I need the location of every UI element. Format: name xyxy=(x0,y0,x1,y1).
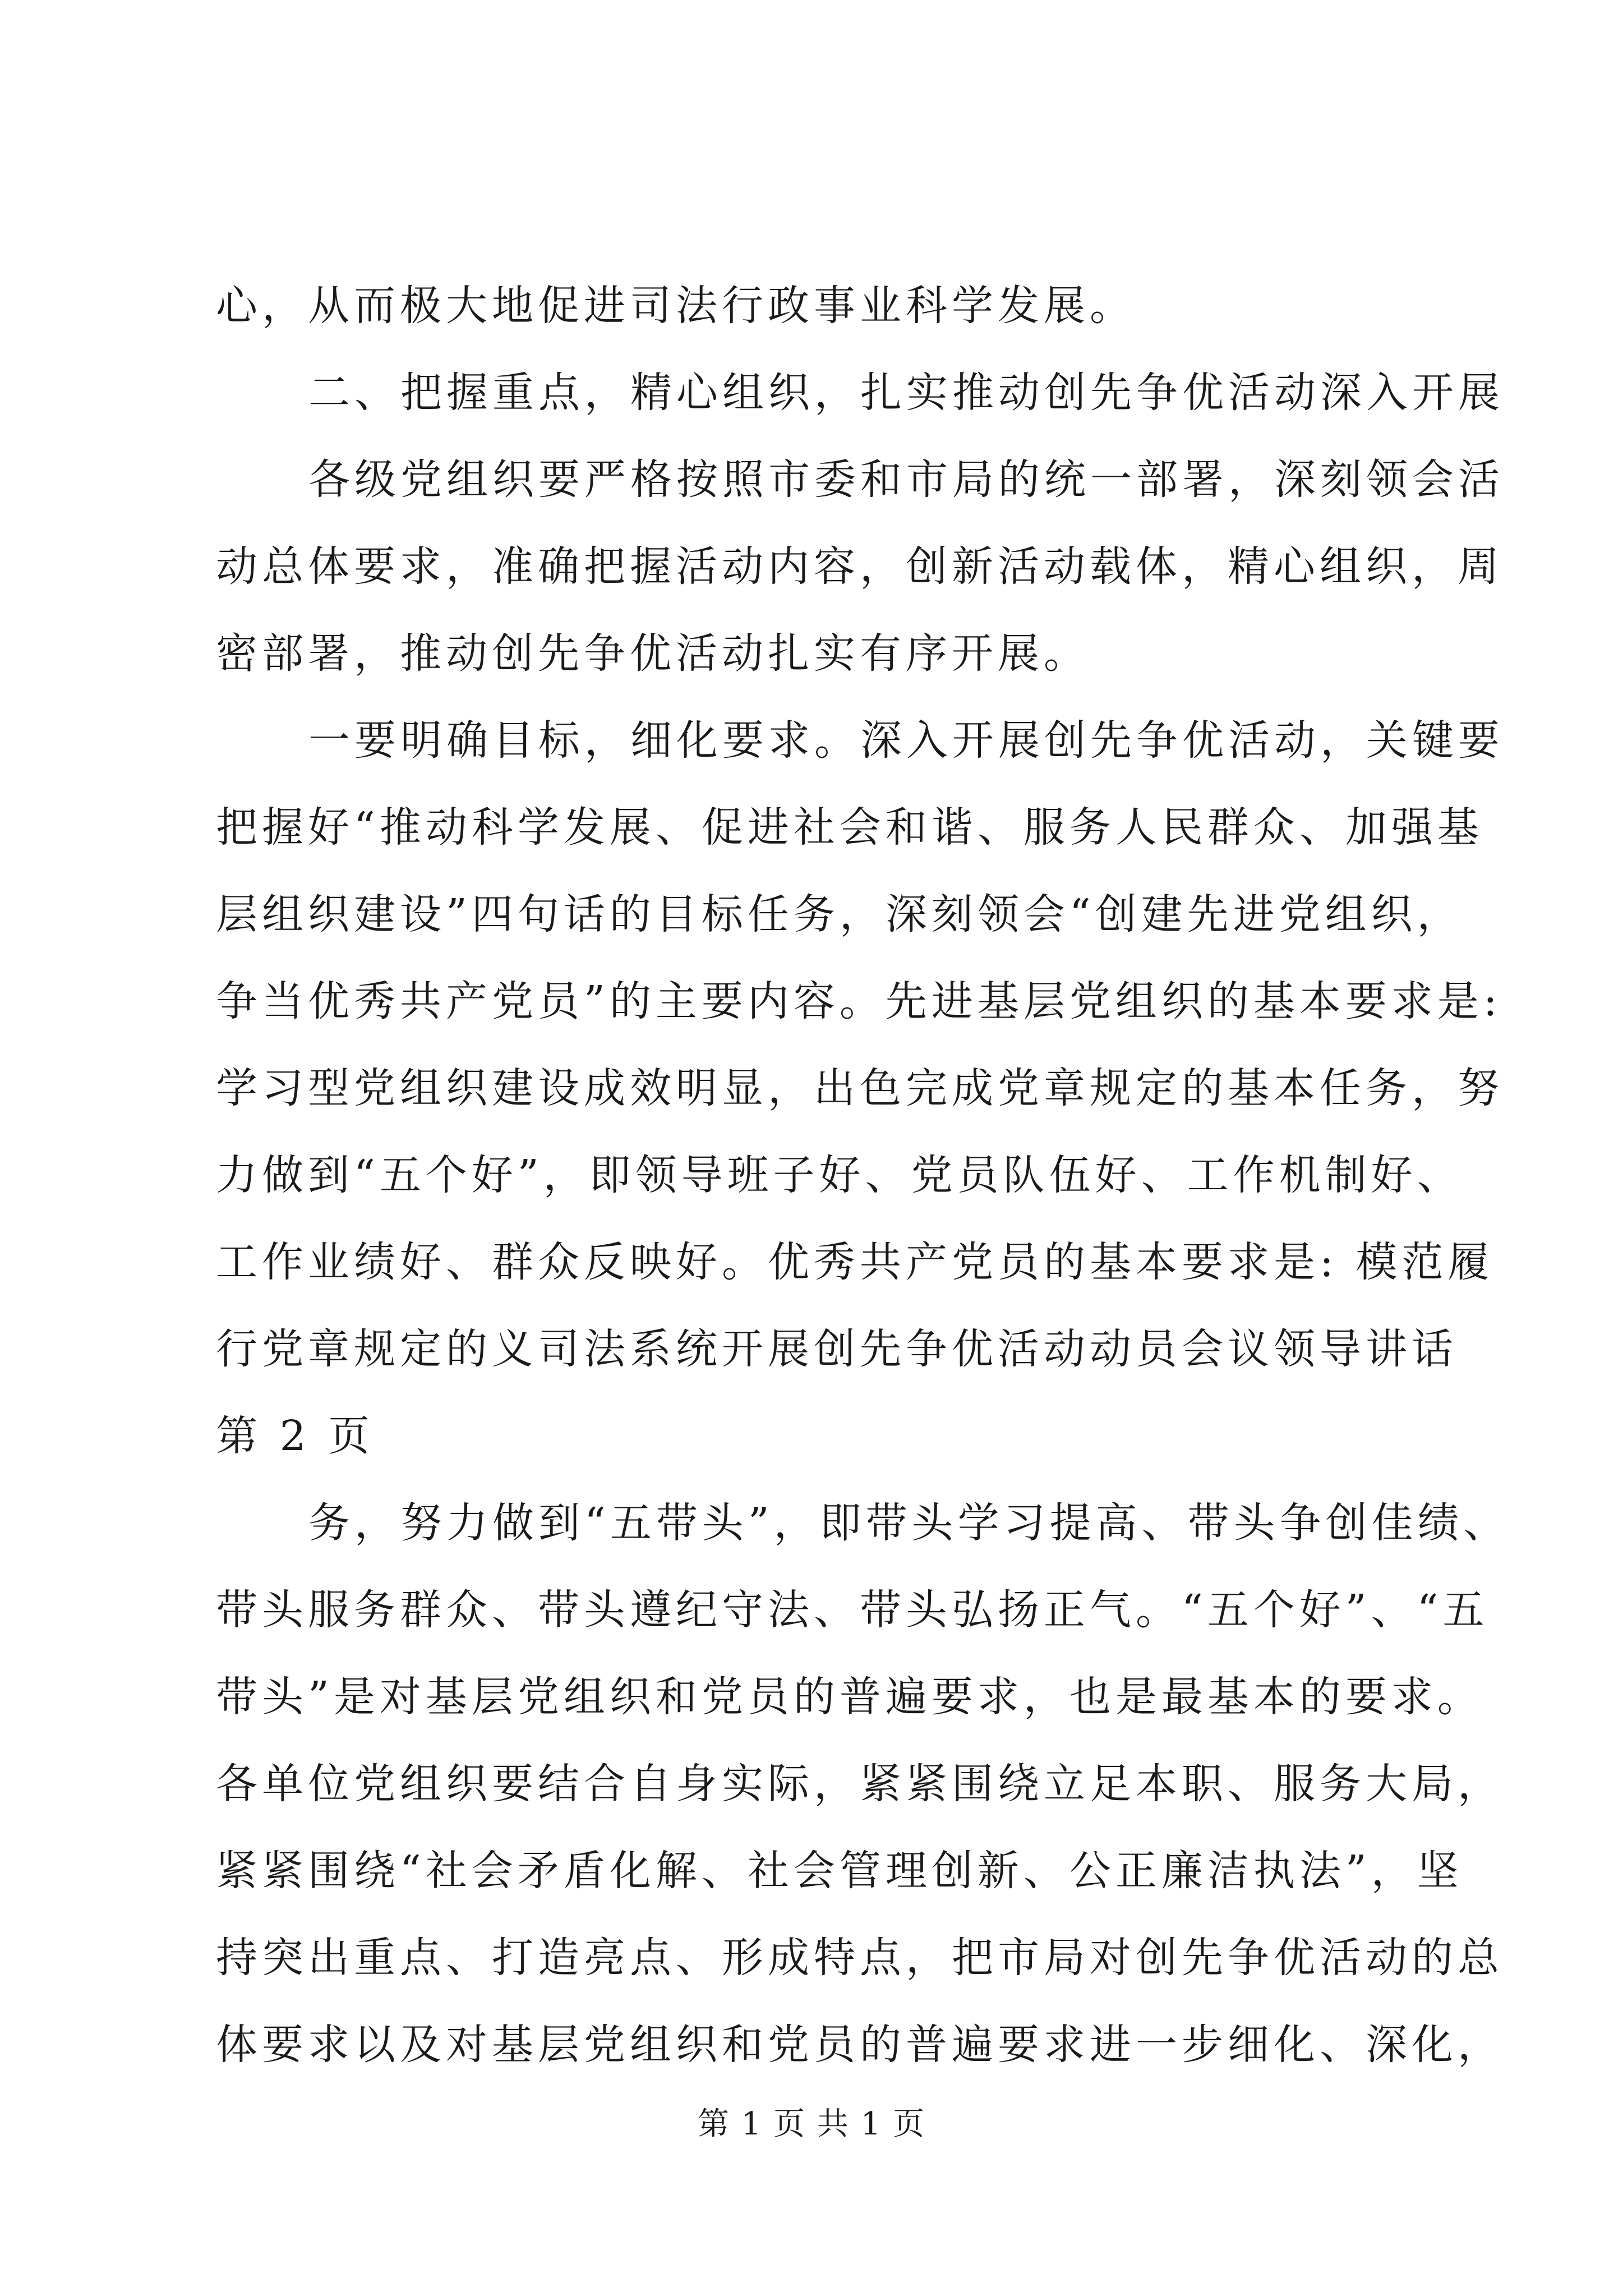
text-line: 心，从而极大地促进司法行政事业科学发展。 xyxy=(216,282,1136,330)
body-text xyxy=(216,263,1510,2088)
inline-page-marker: 第 2 页 xyxy=(216,1412,375,1460)
text-line: 工作业绩好、群众反映好。优秀共产党员的基本要求是: 模范履 xyxy=(216,1238,1494,1286)
text-line: 密部署，推动创先争优活动扎实有序开展。 xyxy=(216,629,1090,678)
text-line: 争当优秀共产党员”的主要内容。先进基层党组织的基本要求是: xyxy=(216,977,1502,1025)
page-footer: 第 1 页 共 1 页 xyxy=(697,2106,926,2142)
text-line: 体要求以及对基层党组织和党员的普遍要求进一步细化、深化， xyxy=(216,2021,1504,2069)
text-line: 一要明确目标，细化要求。深入开展创先争优活动，关键要 xyxy=(308,716,1504,765)
text-line: 行党章规定的义司法系统开展创先争优活动动员会议领导讲话 xyxy=(216,1325,1458,1373)
text-line: 动总体要求，准确把握活动内容，创新活动载体，精心组织，周 xyxy=(216,542,1504,591)
text-line: 带头”是对基层党组织和党员的普遍要求，也是最基本的要求。 xyxy=(216,1673,1483,1721)
text-line: 紧紧围绕“社会矛盾化解、社会管理创新、公正廉洁执法”，坚 xyxy=(216,1847,1463,1895)
text-line: 层组织建设”四句话的目标任务，深刻领会“创建先进党组织， xyxy=(216,890,1463,938)
text-line: 带头服务群众、带头遵纪守法、带头弘扬正气。“五个好”、“五 xyxy=(216,1586,1489,1634)
text-line: 务，努力做到“五带头”，即带头学习提高、带头争创佳绩、 xyxy=(308,1499,1510,1547)
text-line: 学习型党组织建设成效明显，出色完成党章规定的基本任务，努 xyxy=(216,1064,1504,1112)
text-line: 各级党组织要严格按照市委和市局的统一部署，深刻领会活 xyxy=(308,455,1504,504)
text-line: 各单位党组织要结合自身实际，紧紧围绕立足本职、服务大局， xyxy=(216,1760,1504,1808)
text-line: 力做到“五个好”，即领导班子好、党员队伍好、工作机制好、 xyxy=(216,1151,1463,1199)
text-line: 把握好“推动科学发展、促进社会和谐、服务人民群众、加强基 xyxy=(216,803,1483,852)
text-line: 持突出重点、打造亮点、形成特点，把市局对创先争优活动的总 xyxy=(216,1934,1504,1982)
section-heading: 二、把握重点，精心组织，扎实推动创先争优活动深入开展 xyxy=(308,369,1504,417)
